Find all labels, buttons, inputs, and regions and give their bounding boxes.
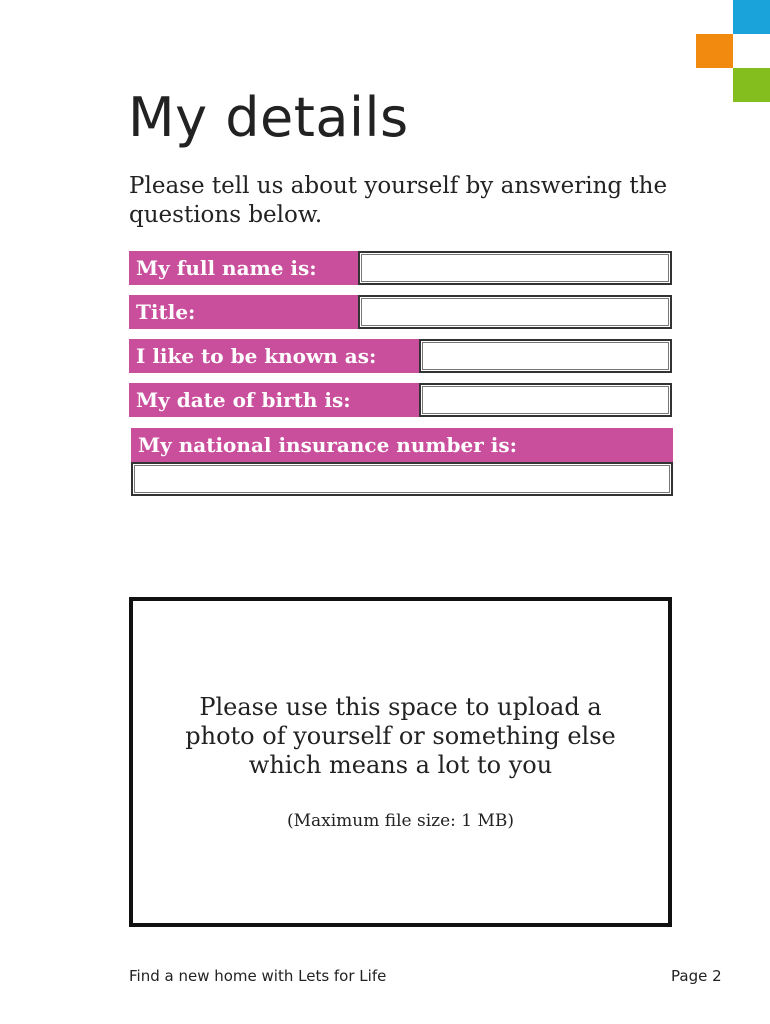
known-as-input[interactable] [419, 339, 672, 373]
page-number: Page 2 [671, 967, 722, 985]
page-title: My details [128, 86, 409, 149]
photo-upload-area[interactable] [129, 597, 672, 927]
national-insurance-input[interactable] [131, 462, 673, 496]
full-name-label: My full name is: [129, 251, 358, 285]
upload-instructions: Please use this space to upload a photo of yourself or something else which means a lot to you [185, 693, 616, 779]
date-of-birth-label: My date of birth is: [129, 383, 419, 417]
known-as-label: I like to be known as: [129, 339, 419, 373]
upload-file-size-note: (Maximum file size: 1 MB) [286, 811, 515, 831]
logo-square-blue [733, 0, 770, 34]
logo-square-orange [696, 34, 733, 68]
date-of-birth-input[interactable] [419, 383, 672, 417]
national-insurance-label: My national insurance number is: [131, 428, 673, 462]
title-label: Title: [129, 295, 358, 329]
title-input[interactable] [358, 295, 672, 329]
logo-square-green [733, 68, 770, 102]
footer-text: Find a new home with Lets for Life [129, 967, 387, 985]
intro-text: Please tell us about yourself by answering the questions below. [129, 173, 668, 228]
full-name-input[interactable] [358, 251, 672, 285]
